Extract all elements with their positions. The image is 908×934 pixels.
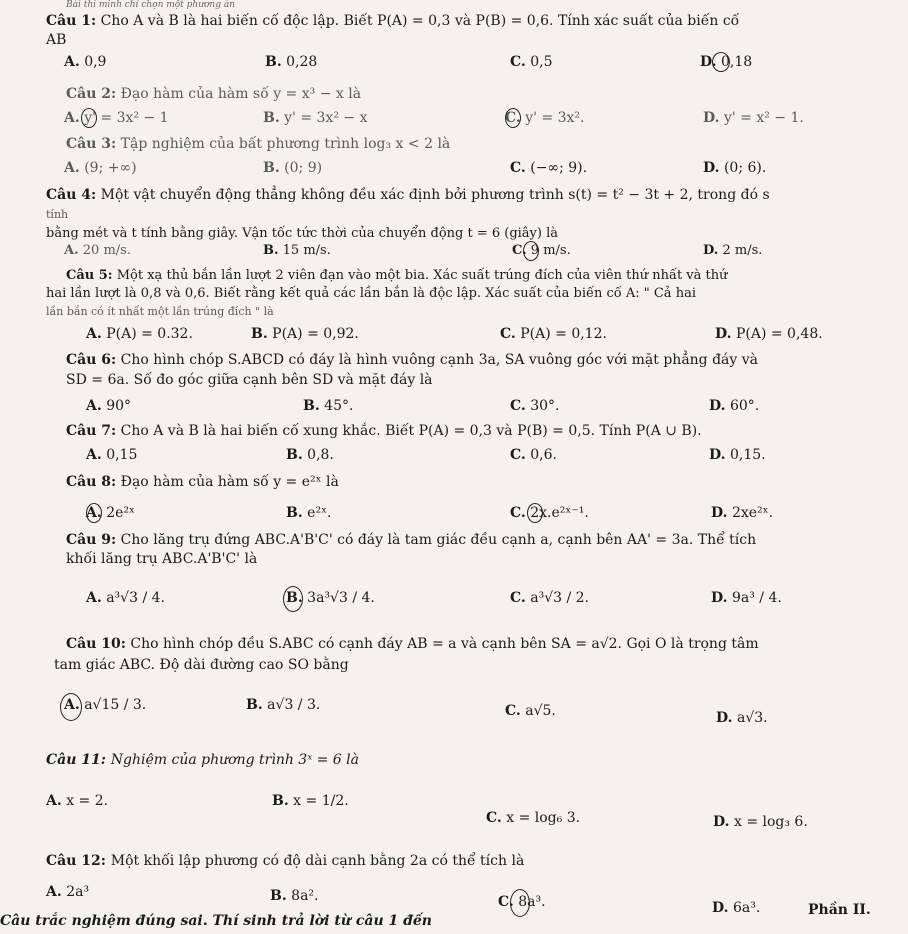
- option-a[interactable]: A. P(A) = 0.32.: [86, 326, 193, 342]
- question-9: Câu 9: Cho lăng trụ đứng ABC.A'B'C' có đáy là tam giác đều cạnh a, cạnh bên AA' = 3a. Thể tích: [66, 532, 757, 548]
- question-6-line2: SD = 6a. Số đo góc giữa cạnh bên SD và mặt đáy là: [66, 372, 433, 388]
- option-c[interactable]: C. 9 m/s.: [512, 243, 571, 258]
- question-6: Câu 6: Cho hình chóp S.ABCD có đáy là hình vuông cạnh 3a, SA vuông góc với mặt phẳng đáy và: [66, 352, 759, 368]
- question-4: Câu 4: Một vật chuyển động thẳng không đều xác định bởi phương trình s(t) = t² − 3t + 2, trong đó s: [46, 187, 770, 203]
- question-4-line3: bằng mét và t tính bằng giây. Vận tốc tức thời của chuyển động t = 6 (giây) là: [46, 226, 559, 241]
- option-c[interactable]: C. 0,6.: [510, 447, 557, 463]
- option-b[interactable]: B. P(A) = 0,92.: [251, 326, 359, 342]
- option-d[interactable]: D. 0,15.: [709, 447, 766, 463]
- option-d[interactable]: D. 6a³.: [712, 900, 761, 916]
- option-c[interactable]: C. a√5.: [505, 703, 556, 719]
- option-d[interactable]: D. P(A) = 0,48.: [715, 326, 823, 342]
- question-7: Câu 7: Cho A và B là hai biến cố xung khắc. Biết P(A) = 0,3 và P(B) = 0,5. Tính P(A ∪ B).: [66, 423, 702, 439]
- option-c[interactable]: C. P(A) = 0,12.: [500, 326, 607, 342]
- question-12: Câu 12: Một khối lập phương có độ dài cạnh bằng 2a có thể tích là: [46, 853, 525, 869]
- option-a[interactable]: A. (9; +∞): [64, 160, 137, 176]
- option-a[interactable]: A. a³√3 / 4.: [86, 590, 165, 606]
- option-d[interactable]: D. 60°.: [709, 398, 760, 414]
- option-b[interactable]: B. 0,28: [265, 54, 318, 70]
- question-9-line2: khối lăng trụ ABC.A'B'C' là: [66, 551, 258, 567]
- option-b[interactable]: B. 45°.: [303, 398, 354, 414]
- option-c[interactable]: C. y' = 3x².: [505, 110, 585, 126]
- question-10-line2: tam giác ABC. Độ dài đường cao SO bằng: [54, 657, 349, 673]
- section-footer-text: Câu trắc nghiệm đúng sai. Thí sinh trả lời từ câu 1 đến: [0, 913, 432, 929]
- option-a[interactable]: A. 0,15: [86, 447, 138, 463]
- question-1-line2: AB: [46, 32, 67, 48]
- option-c[interactable]: C. x = log₆ 3.: [486, 810, 581, 826]
- option-b[interactable]: B. 3a³√3 / 4.: [286, 590, 375, 606]
- option-b[interactable]: B. y' = 3x² − x: [263, 110, 368, 126]
- option-b[interactable]: B. a√3 / 3.: [246, 697, 321, 713]
- option-c[interactable]: C. 2x.e²ˣ⁻¹.: [510, 505, 589, 521]
- question-4-line2: tính: [46, 208, 69, 221]
- option-c[interactable]: C. 8a³.: [498, 894, 546, 910]
- question-11: Câu 11: Nghiệm của phương trình 3ˣ = 6 là: [46, 752, 359, 768]
- question-5-line3: lần bắn có ít nhất một lần trúng đích " là: [46, 305, 274, 318]
- option-d[interactable]: D. 0,18: [700, 54, 753, 70]
- option-d[interactable]: D. x = log₃ 6.: [713, 814, 808, 830]
- option-c[interactable]: C. 30°.: [510, 398, 560, 414]
- question-10: Câu 10: Cho hình chóp đều S.ABC có cạnh đáy AB = a và cạnh bên SA = a√2. Gọi O là trọng tâm: [66, 636, 759, 652]
- option-c[interactable]: C. 0,5: [510, 54, 553, 70]
- option-b[interactable]: B. 8a².: [270, 888, 319, 904]
- option-a[interactable]: A. 20 m/s.: [64, 243, 131, 258]
- option-d[interactable]: D. 2 m/s.: [703, 243, 763, 258]
- option-b[interactable]: B. 0,8.: [286, 447, 334, 463]
- option-b[interactable]: B. 15 m/s.: [263, 243, 331, 258]
- option-a[interactable]: A. 0,9: [64, 54, 107, 70]
- option-a[interactable]: A. y' = 3x² − 1: [64, 110, 169, 126]
- question-5-line2: hai lần lượt là 0,8 và 0,6. Biết rằng kết quả các lần bắn là độc lập. Xác suất của biến cố A: " Cả hai: [46, 286, 696, 301]
- question-1: [46, 12, 739, 31]
- section-heading: Phần II.: [808, 902, 871, 918]
- option-d[interactable]: D. 2xe²ˣ.: [711, 505, 774, 521]
- option-a[interactable]: A. x = 2.: [46, 793, 109, 809]
- option-d[interactable]: D. y' = x² − 1.: [703, 110, 804, 126]
- option-b[interactable]: B. (0; 9): [263, 160, 323, 176]
- option-d[interactable]: D. a√3.: [716, 710, 768, 726]
- option-b[interactable]: B. e²ˣ.: [286, 505, 332, 521]
- page-header: Bài thi minh chỉ chọn một phương án: [66, 0, 236, 10]
- question-text: Cho A và B là hai biến cố độc lập. Biết P(A) = 0,3 và P(B) = 0,6. Tính xác suất của biến cố: [100, 13, 740, 29]
- option-a[interactable]: A. 2e²ˣ: [86, 505, 135, 521]
- option-d[interactable]: D. 9a³ / 4.: [711, 590, 782, 606]
- option-d[interactable]: D. (0; 6).: [703, 160, 767, 176]
- question-8: Câu 8: Đạo hàm của hàm số y = e²ˣ là: [66, 474, 339, 490]
- option-c[interactable]: C. (−∞; 9).: [510, 160, 588, 176]
- question-3: Câu 3: Tập nghiệm của bất phương trình log₃ x < 2 là: [66, 136, 451, 152]
- question-2: Câu 2: Đạo hàm của hàm số y = x³ − x là: [66, 86, 362, 102]
- option-a[interactable]: A. 90°: [86, 398, 132, 414]
- question-number: Câu 1:: [46, 13, 97, 29]
- option-a[interactable]: A. 2a³: [46, 884, 90, 900]
- option-a[interactable]: A. a√15 / 3.: [64, 697, 147, 713]
- question-5: Câu 5: Một xạ thủ bắn lần lượt 2 viên đạn vào một bia. Xác suất trúng đích của viên thứ nhất và thứ: [66, 268, 728, 283]
- option-b[interactable]: B. x = 1/2.: [272, 793, 349, 809]
- option-c[interactable]: C. a³√3 / 2.: [510, 590, 589, 606]
